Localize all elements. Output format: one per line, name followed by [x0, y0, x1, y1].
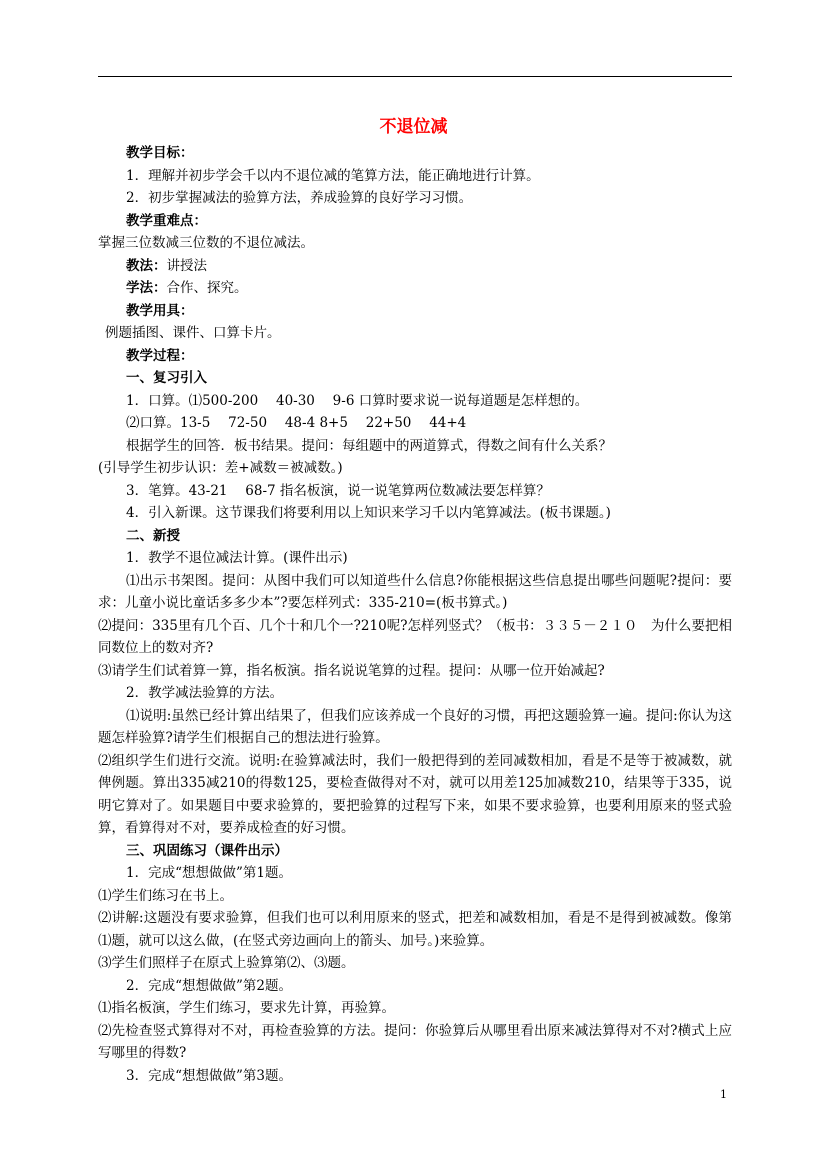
practice-item-3: 3．完成“想想做做”第3题。	[126, 1067, 292, 1084]
learning-method-label: 学法：	[126, 280, 167, 296]
verify-step-2: ⑵组织学生们进行交流。说明:在验算减法时，我们一般把得到的差同减数相加，看是不是等于被减数，就俾例题。算出335减210的得数125，要检查做得对不对，就可以用差125加减数210，结果等于335，说明它算对了。如果题目中要求验算的，要把验算的过程写下来，如果不要求验算，也要利用原来的竖式验算，看算得对不对，要养成检查的好习惯。	[98, 752, 732, 836]
heading-key-points: 教学重难点：	[126, 212, 207, 229]
page-number: 1	[720, 1088, 727, 1101]
teaching-method-line	[98, 255, 732, 278]
section-practice: 三、巩固练习（课件出示）	[126, 842, 288, 859]
practice-1-step-3: ⑶学生们照样子在原式上验算第⑵、⑶题。	[98, 955, 355, 971]
heading-teaching-goals: 教学目标：	[126, 145, 194, 161]
section-review: 一、复习引入	[126, 370, 207, 386]
review-item-guide: (引导学生初步认识：差+减数＝被减数。)	[98, 460, 343, 476]
review-item-3: 3．笔算。43-21 68-7 指名板演，说一说笔算两位数减法要怎样算？	[126, 482, 550, 499]
practice-item-1: 1．完成“想想做做”第1题。	[126, 865, 292, 881]
new-lesson-item-2: 2．教学减法验算的方法。	[126, 685, 284, 701]
document-body	[98, 142, 732, 1087]
key-points-text: 掌握三位数减三位数的不退位减法。	[98, 235, 314, 251]
teaching-method-label: 教法：	[126, 257, 167, 274]
heading-teaching-tools: 教学用具：	[126, 302, 194, 319]
new-lesson-step-3: ⑶请学生们试着算一算，指名板演。指名说说笔算的过程。提问：从哪一位开始减起?	[98, 662, 605, 679]
practice-2-step-1: ⑴指名板演，学生们练习，要求先计算，再验算。	[98, 1000, 395, 1016]
header-rule	[98, 76, 732, 77]
teaching-tools-text: 例题插图、课件、口算卡片。	[105, 325, 281, 341]
learning-method-line	[98, 277, 732, 300]
review-item-2: ⑵口算。13-5 72-50 48-4 8+5 22+50 44+4	[126, 415, 467, 431]
practice-1-step-1: ⑴学生们练习在书上。	[98, 887, 233, 904]
teaching-method-value: 讲授法	[166, 257, 207, 274]
heading-teaching-process: 教学过程：	[126, 347, 194, 364]
document-title: 不退位减	[379, 117, 448, 137]
new-lesson-item-1: 1．教学不退位减法计算。(课件出示)	[126, 550, 348, 566]
new-lesson-step-2: ⑵提问：335里有几个百、几个十和几个一?210呢?怎样列竖式？（板书：３３５－２１０ 为什么要把相同数位上的数对齐?	[98, 617, 732, 656]
practice-item-2: 2．完成“想想做做”第2题。	[126, 977, 292, 994]
new-lesson-step-1: ⑴出示书架图。提问：从图中我们可以知道些什么信息?你能根据这些信息提出哪些问题呢?提问：要求：儿童小说比童话多多少本”?要怎样列式：335-210=(板书算式。)	[98, 572, 732, 611]
learning-method-value: 合作、探究。	[166, 280, 248, 296]
review-item-feedback: 根据学生的回答．板书结果。提问：每组题中的两道算式，得数之间有什么关系？	[126, 437, 612, 454]
goal-1: 1．理解并初步学会千以内不退位减的笔算方法，能正确地进行计算。	[126, 167, 540, 184]
section-new-lesson: 二、新授	[126, 527, 180, 544]
review-item-1: 1．口算。⑴500-200 40-30 9-6 口算时要求说一说每道题是怎样想的。	[126, 392, 589, 409]
practice-2-step-2: ⑵先检查竖式算得对不对，再检查验算的方法。提问：你验算后从哪里看出原来减法算得对不对?横式上应写哪里的得数?	[98, 1022, 732, 1061]
practice-1-step-2: ⑵讲解:这题没有要求验算，但我们也可以利用原来的竖式，把差和减数相加，看是不是得到被减数。像第⑴题，就可以这么做，(在竖式旁边画向上的箭头、加号。)来验算。	[98, 910, 733, 949]
review-item-4: 4．引入新课。这节课我们将要利用以上知识来学习千以内笔算减法。(板书课题。)	[126, 505, 611, 521]
goal-2: 2．初步掌握减法的验算方法，养成验算的良好学习习惯。	[126, 190, 473, 206]
verify-step-1: ⑴说明:虽然已经计算出结果了，但我们应该养成一个良好的习惯，再把这题验算一遍。提问:你认为这题怎样验算?请学生们根据自己的想法进行验算。	[98, 707, 732, 746]
